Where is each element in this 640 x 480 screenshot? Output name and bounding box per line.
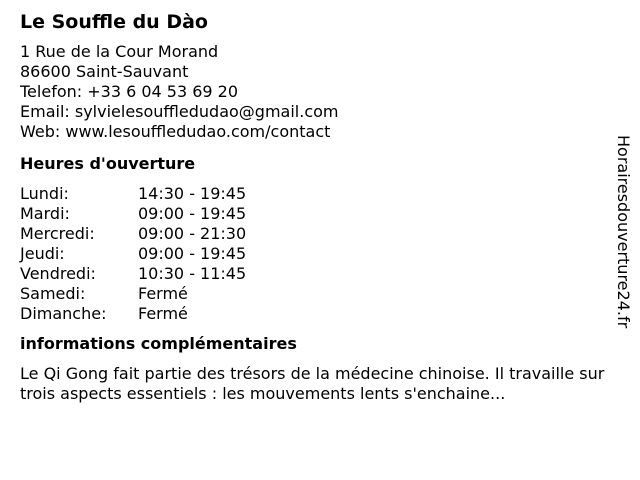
hours-row-sunday xyxy=(20,304,610,324)
contact-block xyxy=(20,42,610,142)
hours-row-tuesday xyxy=(20,204,610,224)
web-line: Web: www.lesouffledudao.com/contact xyxy=(20,122,331,141)
info-description: Le Qi Gong fait partie des trésors de la médecine chinoise. Il travaille sur trois aspects essentiels : les mouvements lents s'enchaine... xyxy=(20,364,605,403)
watermark-text: Horairesdouverture24.fr xyxy=(614,135,633,329)
time-value: Fermé xyxy=(138,284,188,303)
day-label: Jeudi: xyxy=(20,244,65,263)
hours-row-thursday xyxy=(20,244,610,264)
email-line: Email: sylvielesouffledudao@gmail.com xyxy=(20,102,339,121)
time-value: 10:30 - 11:45 xyxy=(138,264,247,283)
time-value: 09:00 - 21:30 xyxy=(138,224,247,243)
hours-table xyxy=(20,184,610,324)
day-label: Lundi: xyxy=(20,184,69,203)
business-name: Le Souffle du Dào xyxy=(20,11,208,33)
time-value: 14:30 - 19:45 xyxy=(138,184,247,203)
address-line-2: 86600 Saint-Sauvant xyxy=(20,62,189,81)
hours-row-monday xyxy=(20,184,610,204)
hours-row-saturday xyxy=(20,284,610,304)
day-label: Dimanche: xyxy=(20,304,107,323)
day-label: Mercredi: xyxy=(20,224,95,243)
hours-row-friday xyxy=(20,264,610,284)
day-label: Vendredi: xyxy=(20,264,96,283)
address-line-1: 1 Rue de la Cour Morand xyxy=(20,42,219,61)
time-value: 09:00 - 19:45 xyxy=(138,204,247,223)
info-heading: informations complémentaires xyxy=(20,334,297,353)
time-value: Fermé xyxy=(138,304,188,323)
day-label: Samedi: xyxy=(20,284,86,303)
time-value: 09:00 - 19:45 xyxy=(138,244,247,263)
hours-heading: Heures d'ouverture xyxy=(20,154,196,173)
day-label: Mardi: xyxy=(20,204,70,223)
phone-line: Telefon: +33 6 04 53 69 20 xyxy=(20,82,239,101)
watermark xyxy=(612,135,634,375)
business-card xyxy=(20,10,610,404)
hours-row-wednesday xyxy=(20,224,610,244)
